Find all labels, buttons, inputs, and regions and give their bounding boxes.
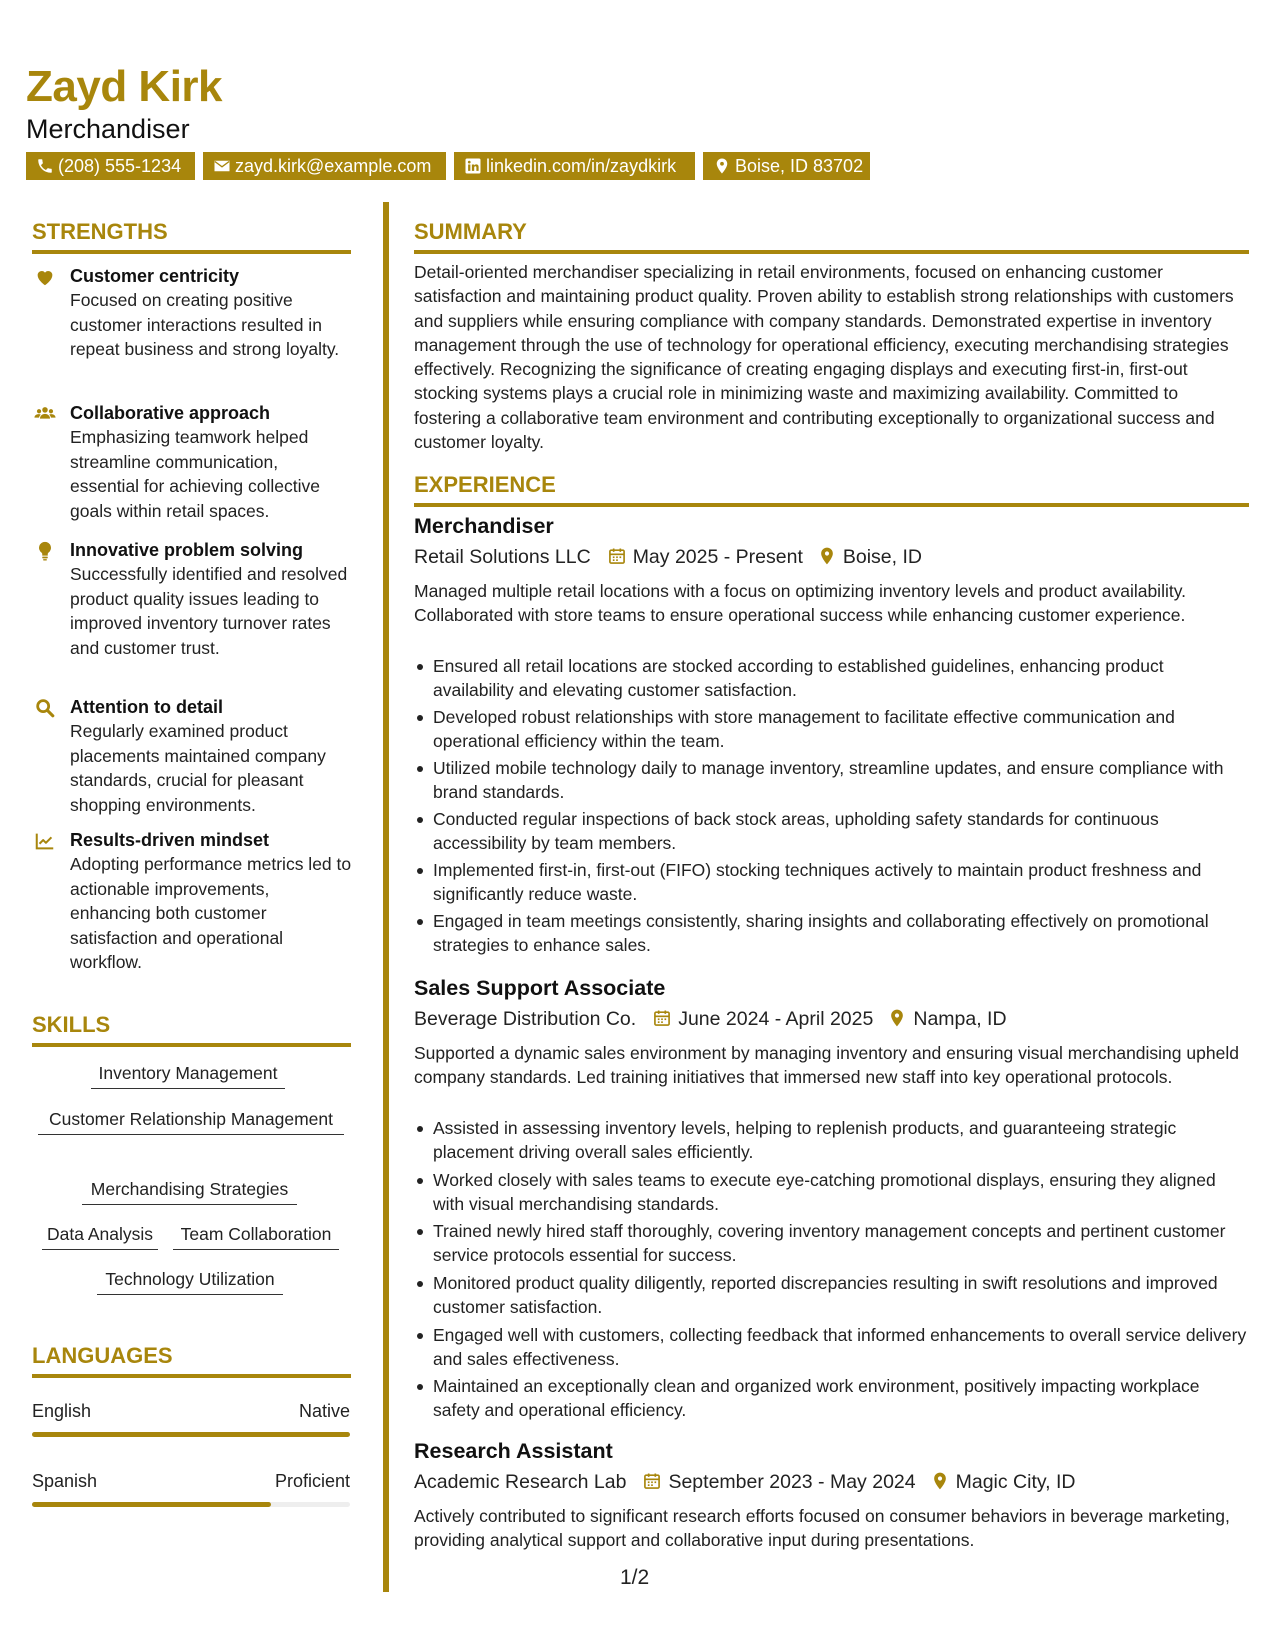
calendar-icon [607,546,627,566]
strength-title: Results-driven mindset [70,830,270,850]
strengths-rule [32,250,351,254]
language-row [32,1469,350,1493]
strength-desc: Focused on creating positive customer interactions resulted in repeat business and strong loyalty. [70,290,340,359]
calendar-icon [642,1471,662,1491]
strength-desc: Regularly examined product placements maintained company standards, crucial for pleasant shopping environments. [70,721,326,815]
skill-tag: Merchandising Strategies [82,1177,297,1205]
job-bullet: Conducted regular inspections of back stock areas, upholding safety standards for continuous accessibility by team members. [414,807,1249,856]
contact-phone[interactable] [26,152,195,180]
strength-title: Customer centricity [70,266,240,286]
skill-tag: Team Collaboration [173,1222,339,1250]
job-meta [414,543,1249,571]
envelope-icon [213,157,231,175]
job-bullet: Utilized mobile technology daily to manage inventory, streamline updates, and ensure compliance with brand standards. [414,756,1249,805]
job-bullet: Trained newly hired staff thoroughly, covering inventory management concepts and pertinent customer service protocols essential for success. [414,1219,1249,1268]
strength-item [32,538,352,660]
contact-location-text: Boise, ID 83702 [735,156,864,176]
job-role: Sales Support Associate [414,976,666,1000]
job-bullet: Assisted in assessing inventory levels, helping to replenish products, and guaranteeing strategic placement driving overall sales efficiently. [414,1116,1249,1165]
job-location: Magic City, ID [955,1471,1076,1493]
users-icon [34,403,56,425]
calendar-icon [652,1008,672,1028]
strength-item [32,828,352,975]
strength-desc: Emphasizing teamwork helped streamline communication, essential for achieving collective goals within retail spaces. [70,427,320,521]
job-summary: Actively contributed to significant research efforts focused on consumer behaviors in beverage marketing, providing analytical support and collaborative input during presentations. [414,1506,1230,1551]
language-name: English [32,1401,92,1421]
job-company: Academic Research Lab [414,1471,627,1493]
heart-icon [34,266,56,288]
job-meta [414,1468,1249,1496]
skill-tag: Inventory Management [91,1061,285,1089]
job-summary: Supported a dynamic sales environment by managing inventory and ensuring visual merchandising upheld company standards. Led training initiatives that immersed new staff into key operational protocols. [414,1043,1239,1088]
strength-desc: Adopting performance metrics led to actionable improvements, enhancing both customer satisfaction and operational workflow. [70,854,352,972]
job-bullet: Engaged in team meetings consistently, sharing insights and collaborating effectively on promotional strategies to enhance sales. [414,909,1249,958]
language-name: Spanish [32,1471,98,1491]
page-number: 1/2 [620,1566,650,1589]
summary-heading: SUMMARY [414,219,527,244]
skill-tag: Data Analysis [42,1222,158,1250]
contact-location [703,152,870,180]
strengths-heading: STRENGTHS [32,219,168,244]
job-bullet: Engaged well with customers, collecting feedback that informed enhancements to overall service delivery and sales effectiveness. [414,1323,1249,1372]
language-row [32,1399,350,1423]
skill-tag: Customer Relationship Management [38,1107,344,1135]
candidate-name: Zayd Kirk [26,62,223,111]
chart-line-icon [34,830,56,852]
strength-title: Innovative problem solving [70,540,304,560]
job-summary: Managed multiple retail locations with a focus on optimizing inventory levels and product availability. Collaborated with store teams to ensure operational success while enhancing customer experience. [414,581,1187,626]
contact-email[interactable] [203,152,446,180]
contact-linkedin-text: linkedin.com/in/zaydkirk [486,156,677,176]
language-bar [32,1502,350,1507]
column-divider [383,202,389,1592]
language-bar [32,1432,350,1437]
job-meta [414,1005,1249,1033]
experience-heading: EXPERIENCE [414,472,556,497]
strength-item [32,264,352,362]
contact-linkedin[interactable] [454,152,695,180]
strength-title: Collaborative approach [70,403,271,423]
job-bullet: Monitored product quality diligently, reported discrepancies resulting in swift resolutions and improved customer satisfaction. [414,1271,1249,1320]
language-level: Native [298,1401,350,1421]
job-bullet: Worked closely with sales teams to execute eye-catching promotional displays, ensuring they aligned with visual merchandising standards. [414,1168,1249,1217]
skills-heading: SKILLS [32,1012,111,1037]
strength-item [32,695,352,817]
lightbulb-icon [34,540,56,562]
job-company: Retail Solutions LLC [414,546,591,568]
map-pin-icon [887,1008,907,1028]
summary-text: Detail-oriented merchandiser specializing in retail environments, focused on enhancing customer satisfaction and maintaining product quality. Proven ability to establish strong relationships with customers and suppliers while ensuring compliance with company standards. Demonstrated expertise in inventory management through the use of technology for operational efficiency, executing merchandising strategies effectively. Recognizing the significance of creating engaging displays and executing first-in, first-out stocking systems plays a crucial role in minimizing waste and maximizing availability. Committed to fostering a collaborative team environment and contributing exceptionally to organizational success and customer loyalty. [414,262,1234,453]
job-bullet: Developed robust relationships with store management to facilitate effective communication and operational efficiency within the team. [414,705,1249,754]
languages-rule [32,1374,351,1378]
job-dates: May 2025 - Present [632,546,803,568]
experience-rule [414,503,1249,507]
summary-rule [414,250,1249,254]
job-company: Beverage Distribution Co. [414,1008,637,1030]
linkedin-icon [464,157,482,175]
language-bar-fill [32,1432,350,1437]
strength-title: Attention to detail [70,697,223,717]
languages-heading: LANGUAGES [32,1343,173,1368]
job-location: Boise, ID [842,546,922,568]
contact-phone-text: (208) 555-1234 [58,156,182,176]
job-bullet: Implemented first-in, first-out (FIFO) stocking techniques actively to maintain product freshness and significantly reduce waste. [414,858,1249,907]
strength-item [32,401,352,523]
job-role: Research Assistant [414,1439,613,1463]
search-icon [34,697,56,719]
contact-email-text: zayd.kirk@example.com [235,156,432,176]
job-dates: September 2023 - May 2024 [668,1471,916,1493]
job-bullet: Ensured all retail locations are stocked according to established guidelines, enhancing product availability and elevating customer satisfaction. [414,654,1249,703]
job-location: Nampa, ID [913,1008,1007,1030]
candidate-title: Merchandiser [26,114,190,144]
language-bar-fill [32,1502,271,1507]
job-bullet: Maintained an exceptionally clean and organized work environment, positively impacting workplace safety and operational efficiency. [414,1374,1249,1423]
strength-desc: Successfully identified and resolved product quality issues leading to improved inventory turnover rates and customer trust. [70,564,348,658]
map-pin-icon [930,1471,950,1491]
job-role: Merchandiser [414,514,554,538]
phone-icon [36,157,54,175]
skills-rule [32,1043,351,1047]
language-level: Proficient [274,1471,350,1491]
map-pin-icon [817,546,837,566]
map-pin-icon [713,157,731,175]
job-dates: June 2024 - April 2025 [678,1008,874,1030]
skill-tag: Technology Utilization [97,1267,283,1295]
